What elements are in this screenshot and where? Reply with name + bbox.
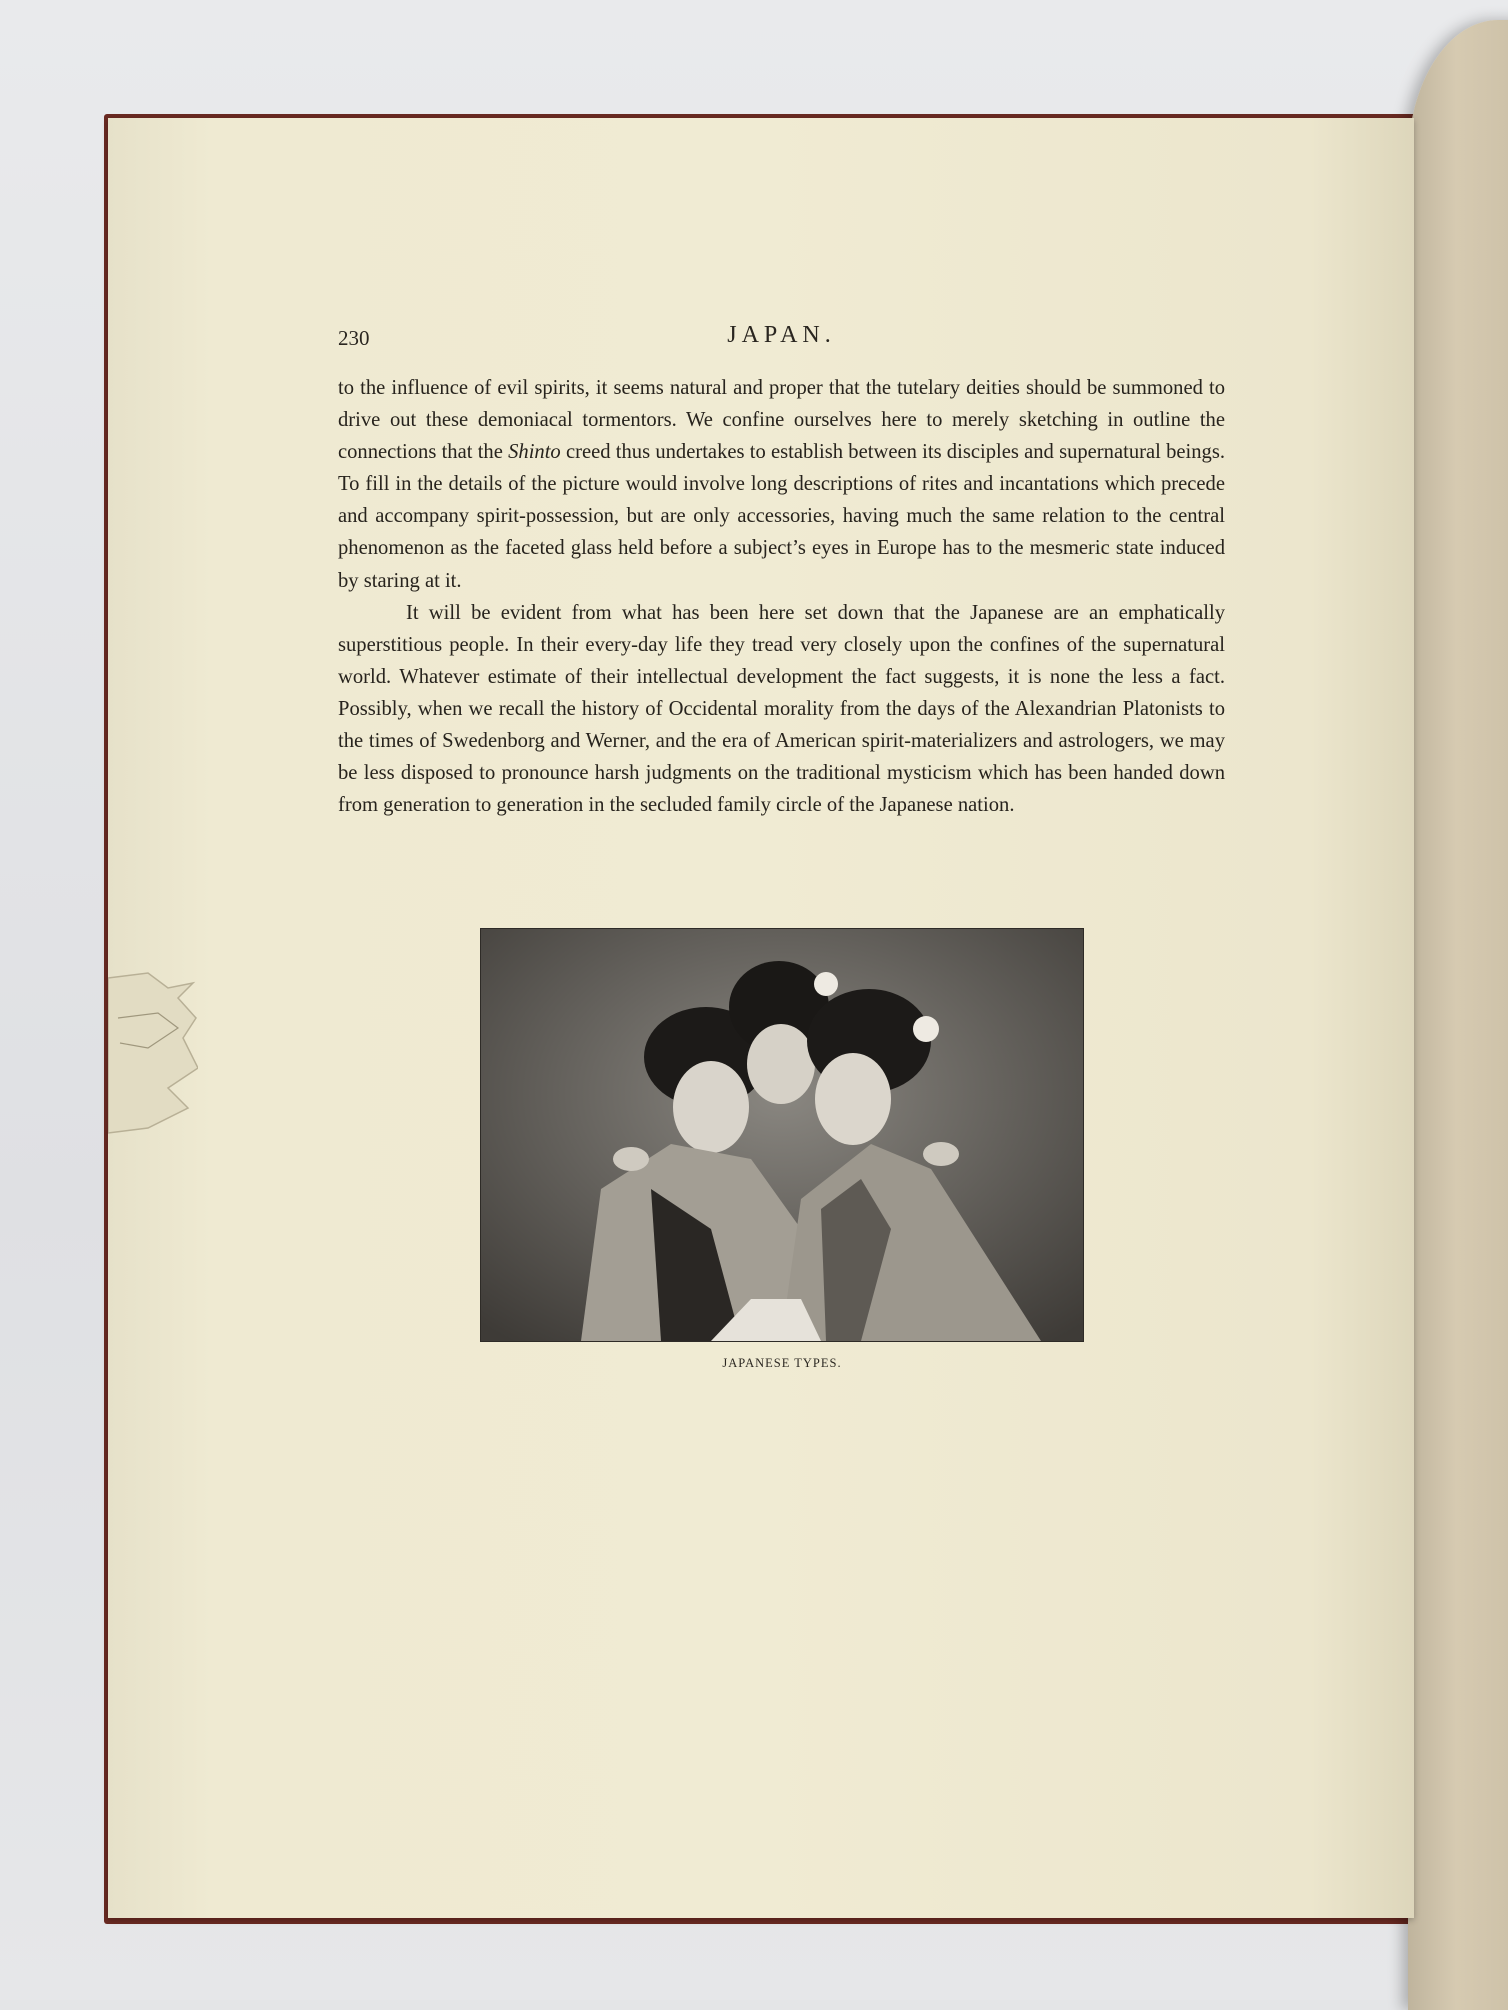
page-number: 230 [338, 326, 370, 350]
paragraph-1-start: to the influence of evil spirits, it seems natural and proper that the tutelary deities should be summoned to drive out these demoniacal tormentors. We confine ourselves here to merely sketching in outline the connections that the [338, 377, 1225, 464]
paragraph-1 [338, 372, 1225, 597]
page-header [338, 322, 1225, 358]
running-title: JAPAN. [727, 322, 836, 348]
facing-page-curl [1408, 20, 1508, 2010]
paragraph-1-end: creed thus undertakes to establish between its disciples and supernatural beings. To fill in the details of the picture would involve long descriptions of rites and incantations which precede and accompany spirit-possession, but are only accessories, having much the same relation to the central phenomenon as the faceted glass held before a subject’s eyes in Europe has to the mesmeric state induced by staring at it. [338, 441, 1225, 592]
body-text [338, 372, 1225, 821]
italic-term: Shinto [508, 441, 561, 464]
torn-paper-edge [108, 958, 198, 1138]
photo-caption: JAPANESE TYPES. [722, 1356, 842, 1370]
paragraph-2: It will be evident from what has been here set down that the Japanese are an emphatically superstitious people. In their every-day life they tread very closely upon the confines of the supernatural world. Whatever estimate of their intellectual development the fact suggests, it is none the less a fact. Possibly, when we recall the history of Occidental morality from the days of the Alexandrian Platonists to the times of Swedenborg and Werner, and the era of American spirit-materializers and astrologers, we may be less disposed to pronounce harsh judgments on the traditional mysticism which has been handed down from generation to generation in the secluded family circle of the Japanese nation. [338, 601, 1225, 817]
photograph [480, 928, 1084, 1342]
